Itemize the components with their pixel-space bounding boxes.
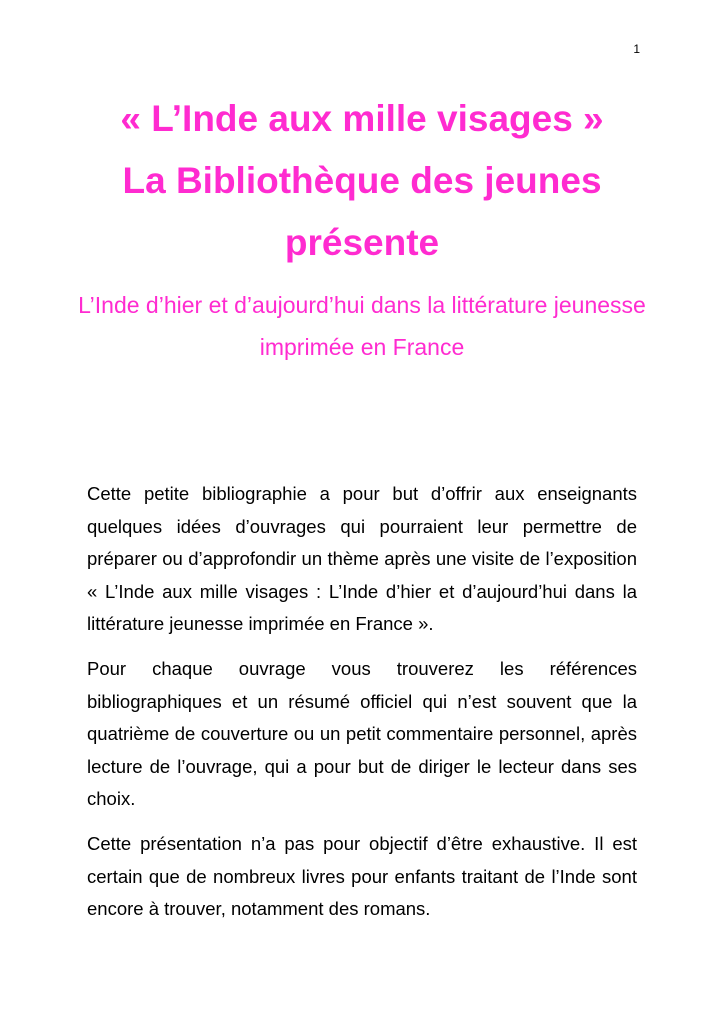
paragraph-intro: Cette petite bibliographie a pour but d’offrir aux enseignants quelques idées d’ouvrages qui pourraient leur permettre de préparer ou d’approfondir un thème après une visite de l’exposition « L’Inde aux mille visages : L’Inde d’hier et d’aujourd’hui dans la littérature jeunesse imprimée en France ». [87,483,637,635]
subtitle: L’Inde d’hier et d’aujourd’hui dans la littérature jeunesse imprimée en France [78,292,646,360]
paragraph-references: Pour chaque ouvrage vous trouverez les références bibliographiques et un résumé officiel qui n’est souvent que la quatrième de couverture ou un petit commentaire personnel, après lecture de l’ouvrage, qui a pour but de diriger le lecteur dans ses choix. [87,657,637,810]
body-text [87,478,637,938]
title-block [60,88,664,368]
main-title: « L’Inde aux mille visages » [120,98,604,139]
page-number: 1 [633,42,640,56]
paragraph-exhaustiveness: Cette présentation n’a pas pour objectif d’être exhaustive. Il est certain que de nombreux livres pour enfants traitant de l’Inde sont encore à trouver, notamment des romans. [87,832,637,920]
presenter-title: La Bibliothèque des jeunes présente [122,160,602,263]
